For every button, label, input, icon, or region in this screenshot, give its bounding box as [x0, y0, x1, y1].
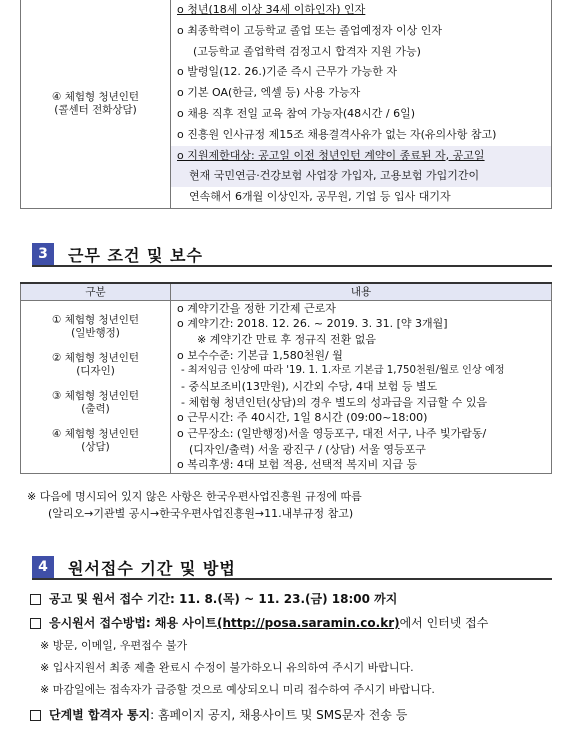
- application-method-label: 응시원서 접수방법: 채용 사이트: [49, 616, 218, 630]
- position-label-line: ① 체험형 청년인턴: [51, 313, 140, 326]
- section-heading-3: [32, 243, 203, 265]
- section-number: 3: [32, 243, 54, 265]
- condition-line: (디자인/출력) 서울 광진구 / (상담) 서울 영등포구: [189, 442, 426, 456]
- regulation-note-path: (알리오→기관별 공시→한국우편사업진흥원→11.내부규정 참고): [48, 507, 354, 520]
- condition-line: - 체험형 청년인턴(상담)의 경우 별도의 성과급을 지급할 수 있음: [181, 395, 488, 409]
- eligibility-table: [20, 0, 552, 209]
- eligibility-line: (고등학교 졸업학력 검정고시 합격자 지원 가능): [193, 44, 421, 58]
- position-label-line: (출력): [81, 402, 110, 415]
- position-label: [21, 352, 170, 378]
- condition-line: o 계약기간: 2018. 12. 26. ~ 2019. 3. 31. [약 3개월]: [177, 317, 448, 331]
- result-notice-text: : 홈페이지 공지, 채용사이트 및 SMS문자 전송 등: [150, 708, 408, 722]
- position-label-line: ③ 체험형 청년인턴: [51, 389, 140, 402]
- conditions-table: [20, 282, 552, 474]
- condition-line: o 보수수준: 기본급 1,580천원/ 월: [177, 348, 343, 362]
- section-number: 4: [32, 556, 54, 578]
- eligibility-line: o 기본 OA(한글, 엑셀 등) 사용 가능자: [177, 86, 361, 100]
- eligibility-line: 현재 국민연금·건강보험 사업장 가입자, 고용보험 가입기간이: [171, 166, 551, 187]
- section-title: 근무 조건 및 보수: [68, 245, 203, 265]
- eligibility-line: o 진흥원 인사규정 제15조 채용결격사유가 없는 자(유의사항 참고): [177, 127, 497, 141]
- application-sub-note: ※ 방문, 이메일, 우편접수 불가: [40, 639, 188, 652]
- eligibility-line: o 지원제한대상: 공고일 이전 청년인턴 계약이 종료된 자, 공고일: [171, 146, 551, 167]
- position-label: [21, 314, 170, 340]
- eligibility-line: o 발령일(12. 26.)기준 즉시 근무가 가능한 자: [177, 65, 398, 79]
- eligibility-line: 연속해서 6개월 이상인자, 공무원, 기업 등 입사 대기자: [189, 190, 451, 204]
- table-header-content: 내용: [171, 283, 552, 300]
- square-bullet-icon: [30, 710, 41, 721]
- result-notice: [30, 706, 407, 724]
- position-label-line: (상담): [81, 440, 110, 453]
- regulation-note: ※ 다음에 명시되어 있지 않은 사항은 한국우편사업진흥원 규정에 따름: [27, 490, 362, 503]
- position-label-line: (일반행정): [71, 326, 120, 339]
- eligibility-content: [171, 0, 552, 208]
- application-method-suffix: 에서 인터넷 접수: [399, 616, 489, 630]
- section-heading-4: [32, 556, 236, 578]
- result-notice-label: 단계별 합격자 통지: [49, 708, 151, 722]
- position-label: [21, 390, 170, 416]
- condition-line: o 계약기간을 정한 기간제 근로자: [177, 301, 336, 315]
- position-label-line: (디자인): [76, 364, 115, 377]
- square-bullet-icon: [30, 594, 41, 605]
- conditions-content: [171, 300, 552, 474]
- position-label-line: ④ 체험형 청년인턴: [51, 427, 140, 440]
- condition-line: - 최저임금 인상에 따라 '19. 1. 1.자로 기본급 1,750천원/월로 인상 예정: [181, 365, 505, 377]
- application-site-link[interactable]: (http://posa.saramin.co.kr): [217, 616, 400, 630]
- condition-line: ※ 계약기간 만료 후 정규직 전환 없음: [197, 332, 376, 346]
- eligibility-line: o 청년(18세 이상 34세 이하인자) 인자: [177, 3, 366, 16]
- section-divider: [32, 265, 552, 267]
- position-label-callcenter: [21, 0, 171, 208]
- table-header-category: 구분: [21, 283, 171, 300]
- position-label-line: ④ 체험형 청년인턴: [51, 90, 140, 103]
- section-divider: [32, 578, 552, 580]
- eligibility-line: o 최종학력이 고등학교 졸업 또는 졸업예정자 이상 인자: [177, 23, 442, 37]
- condition-line: o 근무시간: 주 40시간, 1일 8시간 (09:00~18:00): [177, 411, 428, 425]
- position-label-line: ② 체험형 청년인턴: [51, 351, 140, 364]
- condition-line: o 근무장소: (일반행정)서울 영등포구, 대전 서구, 나주 빛가람동/: [177, 427, 487, 440]
- application-method: [30, 614, 488, 632]
- application-period: [30, 590, 397, 608]
- condition-line: o 복리후생: 4대 보험 적용, 선택적 복지비 지급 등: [177, 458, 418, 472]
- application-period-text: 공고 및 원서 접수 기간: 11. 8.(목) ~ 11. 23.(금) 18:00 까지: [49, 592, 398, 606]
- position-label: [21, 428, 170, 454]
- application-sub-note: ※ 입사지원서 최종 제출 완료시 수정이 불가하오니 유의하여 주시기 바랍니다.: [40, 661, 414, 674]
- square-bullet-icon: [30, 618, 41, 629]
- position-label-line: (콜센터 전화상담): [54, 103, 137, 116]
- condition-line: - 중식보조비(13만원), 시간외 수당, 4대 보험 등 별도: [181, 379, 438, 393]
- position-label-list: [21, 300, 171, 474]
- application-sub-note: ※ 마감일에는 접속자가 급증할 것으로 예상되오니 미리 접수하여 주시기 바랍니다.: [40, 683, 435, 696]
- section-title: 원서접수 기간 및 방법: [68, 558, 236, 578]
- eligibility-line: o 채용 직후 전일 교육 참여 가능자(48시간 / 6일): [177, 106, 416, 120]
